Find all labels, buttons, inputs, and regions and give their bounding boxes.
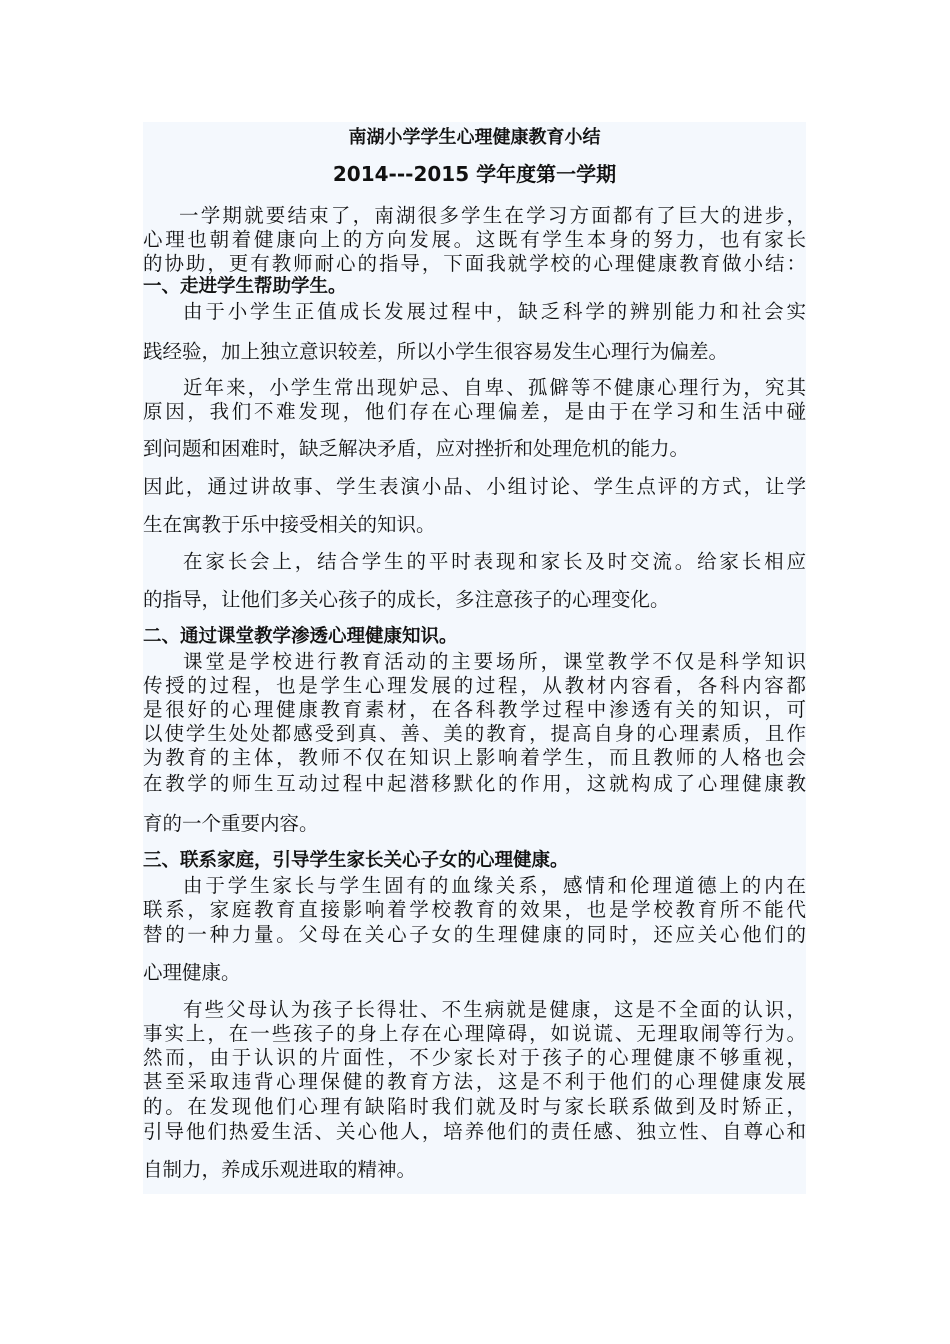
intro-line: 一学期就要结束了，南湖很多学生在学习方面都有了巨大的进步， [179,204,806,227]
paragraph-line: 以使学生处处都感受到真、善、美的教育，提高自身的心理素质，且作 [143,722,806,745]
paragraph-line: 自制力，养成乐观进取的精神。 [143,1158,417,1181]
paragraph-line: 联系，家庭教育直接影响着学校教育的效果，也是学校教育所不能代 [143,898,806,921]
paragraph-line: 由于小学生正值成长发展过程中，缺乏科学的辨别能力和社会实 [183,300,806,323]
intro-line: 的协助，更有教师耐心的指导，下面我就学校的心理健康教育做小结： [143,252,806,275]
section-heading: 一、走进学生帮助学生。 [143,276,347,297]
page-title: 南湖小学学生心理健康教育小结 [348,127,601,148]
page-subtitle: 2014---2015 学年度第一学期 [332,162,617,186]
paragraph-line: 践经验，加上独立意识较差，所以小学生很容易发生心理行为偏差。 [143,340,729,363]
paragraph-line: 由于学生家长与学生固有的血缘关系，感情和伦理道德上的内在 [183,874,806,897]
document-body [143,122,806,1194]
paragraph-line: 然而，由于认识的片面性，不少家长对于孩子的心理健康不够重视， [143,1046,806,1069]
paragraph-line: 因此，通过讲故事、学生表演小品、小组讨论、学生点评的方式，让学 [143,475,806,498]
section-heading: 二、通过课堂教学渗透心理健康知识。 [143,626,458,647]
paragraph-line: 在家长会上，结合学生的平时表现和家长及时交流。给家长相应 [183,550,806,573]
paragraph-line: 是很好的心理健康教育素材，在各科教学过程中渗透有关的知识，可 [143,698,806,721]
paragraph-line: 近年来，小学生常出现妒忌、自卑、孤僻等不健康心理行为，究其 [183,376,806,399]
section-heading: 三、联系家庭，引导学生家长关心子女的心理健康。 [143,850,569,871]
paragraph-line: 事实上，在一些孩子的身上存在心理障碍，如说谎、无理取闹等行为。 [143,1022,806,1045]
paragraph-line: 的指导，让他们多关心孩子的成长，多注意孩子的心理变化。 [143,588,670,611]
paragraph-line: 替的一种力量。父母在关心子女的生理健康的同时，还应关心他们的 [143,923,806,946]
paragraph-line: 原因，我们不难发现，他们存在心理偏差，是由于在学习和生活中碰 [143,400,806,423]
paragraph-line: 到问题和困难时，缺乏解决矛盾，应对挫折和处理危机的能力。 [143,437,690,460]
paragraph-line: 引导他们热爱生活、关心他人，培养他们的责任感、独立性、自尊心和 [143,1120,806,1143]
paragraph-line: 课堂是学校进行教育活动的主要场所，课堂教学不仅是科学知识 [183,650,806,673]
paragraph-line: 为教育的主体，教师不仅在知识上影响着学生，而且教师的人格也会 [143,746,806,769]
paragraph-line: 育的一个重要内容。 [143,812,319,835]
paragraph-line: 的。在发现他们心理有缺陷时我们就及时与家长联系做到及时矫正， [143,1095,806,1118]
paragraph-line: 甚至采取违背心理保健的教育方法，这是不利于他们的心理健康发展 [143,1070,806,1093]
paragraph-line: 有些父母认为孩子长得壮、不生病就是健康，这是不全面的认识， [183,998,806,1021]
paragraph-line: 传授的过程，也是学生心理发展的过程，从教材内容看，各科内容都 [143,674,806,697]
paragraph-line: 心理健康。 [143,961,241,984]
paragraph-line: 在教学的师生互动过程中起潜移默化的作用，这就构成了心理健康教 [143,772,806,795]
intro-line: 心理也朝着健康向上的方向发展。这既有学生本身的努力，也有家长 [143,228,806,251]
paragraph-line: 生在寓教于乐中接受相关的知识。 [143,513,436,536]
